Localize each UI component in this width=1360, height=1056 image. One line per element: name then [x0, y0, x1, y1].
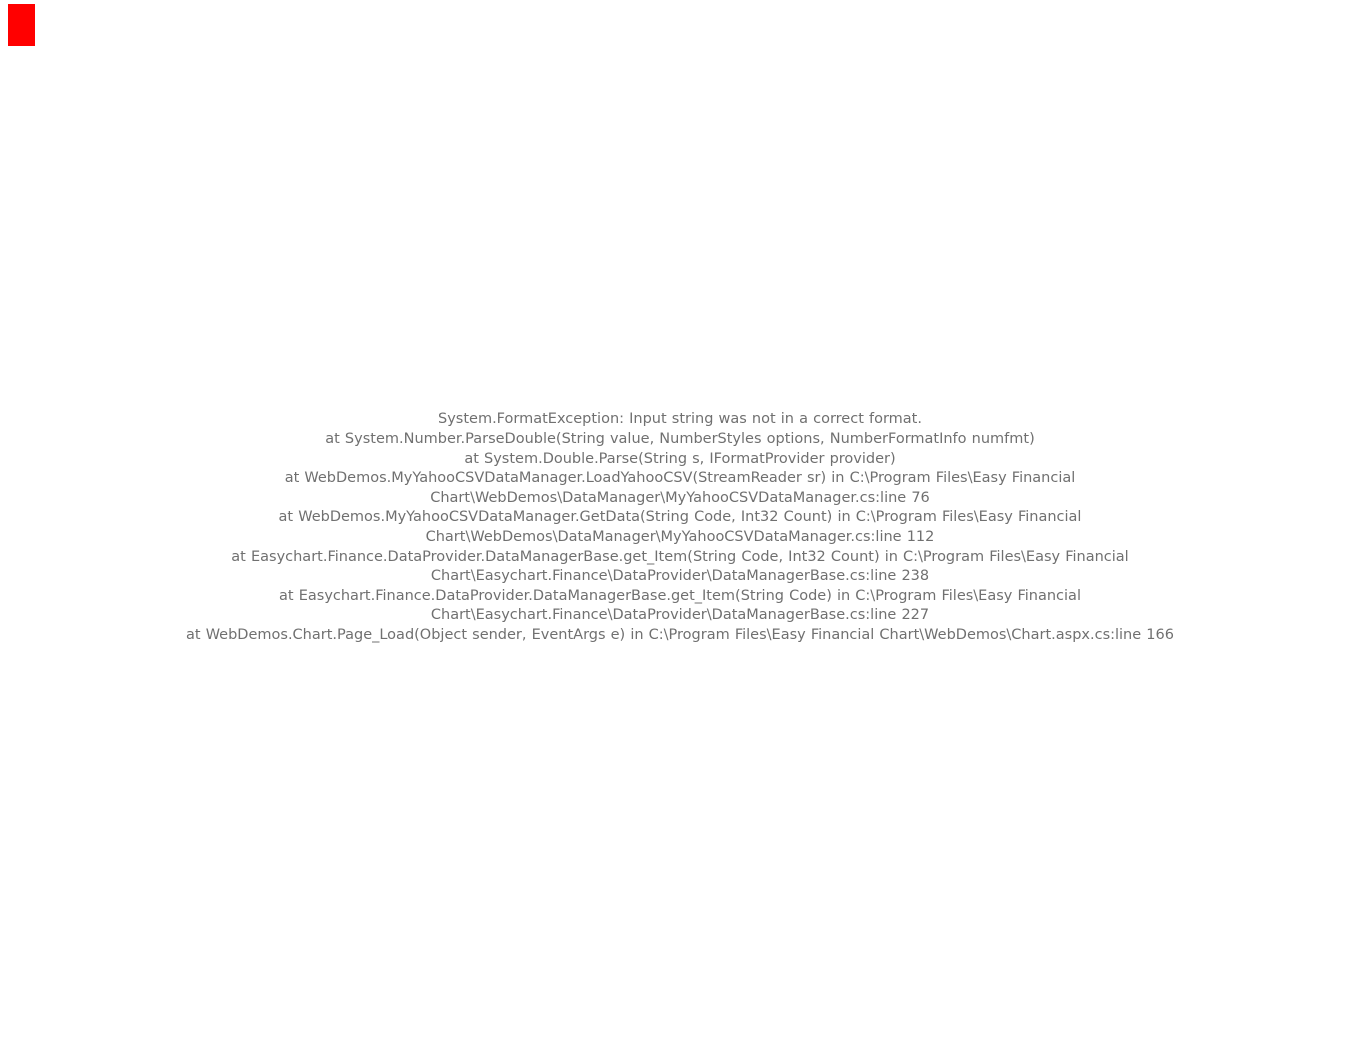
stack-trace-line: Chart\WebDemos\DataManager\MyYahooCSVDataManager.cs:line 112: [425, 529, 935, 545]
stack-trace-line: at WebDemos.MyYahooCSVDataManager.GetData(String Code, Int32 Count) in C:\Program Files\Easy Financial: [278, 509, 1082, 526]
stack-trace-line: at System.Double.Parse(String s, IFormatProvider provider): [464, 450, 896, 467]
stack-trace-line: Chart\Easychart.Finance\DataProvider\DataManagerBase.cs:line 238: [430, 568, 930, 585]
stack-trace-line: at WebDemos.Chart.Page_Load(Object sender, EventArgs e) in C:\Program Files\Easy Financial Chart\WebDemos\Chart.aspx.cs:line 166: [186, 626, 1174, 643]
exception-stack-trace: [8, 410, 1352, 645]
stack-trace-line: Chart\Easychart.Finance\DataProvider\DataManagerBase.cs:line 227: [430, 607, 930, 624]
stack-trace-line: at System.Number.ParseDouble(String value, NumberStyles options, NumberFormatInfo numfmt): [325, 431, 1035, 448]
stack-trace-line: at Easychart.Finance.DataProvider.DataManagerBase.get_Item(String Code, Int32 Count) in C:\Program Files\Easy Financial: [231, 548, 1129, 565]
stack-trace-line: at Easychart.Finance.DataProvider.DataManagerBase.get_Item(String Code) in C:\Program Files\Easy Financial: [279, 587, 1081, 604]
exception-message-line: System.FormatException: Input string was not in a correct format.: [438, 411, 922, 428]
stack-trace-line: Chart\WebDemos\DataManager\MyYahooCSVDataManager.cs:line 76: [430, 489, 930, 506]
stack-trace-line: at WebDemos.MyYahooCSVDataManager.LoadYahooCSV(StreamReader sr) in C:\Program Files\Easy Financial: [284, 470, 1076, 487]
